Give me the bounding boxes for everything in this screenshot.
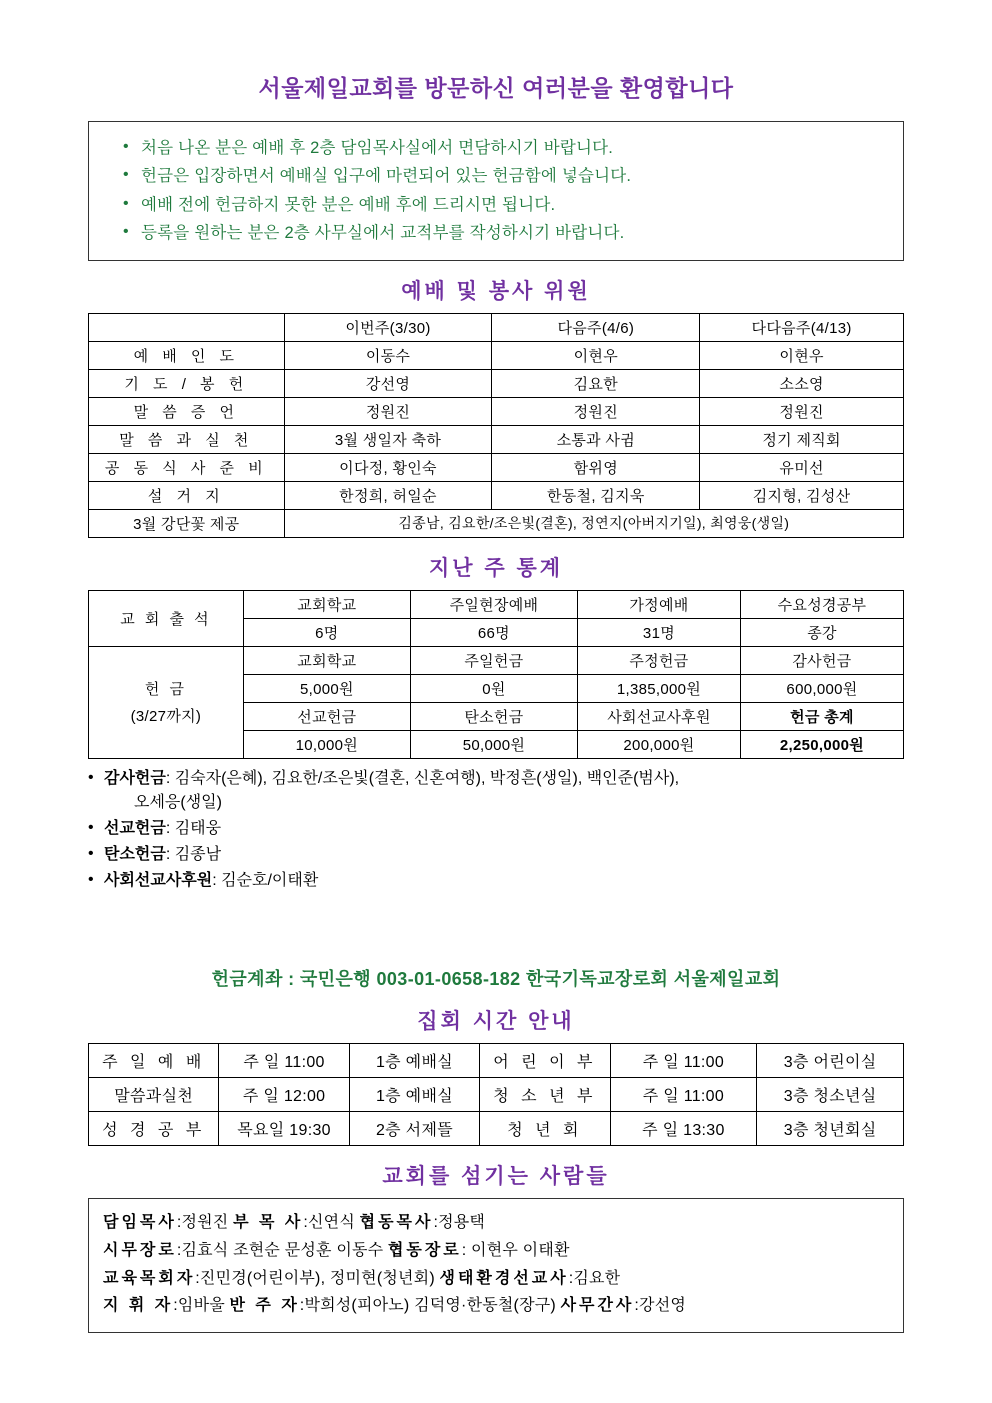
duty-table xyxy=(88,313,904,538)
offering-total-header: 헌금 총계 xyxy=(740,702,903,730)
staff-names: :진민경(어린이부), 정미현(청년회) xyxy=(195,1269,440,1287)
schedule-cell: 청 년 회 xyxy=(480,1112,610,1146)
schedule-section-title: 집회 시간 안내 xyxy=(417,1010,575,1034)
schedule-cell: 주 일 11:00 xyxy=(610,1044,757,1078)
list-item xyxy=(88,817,904,842)
duty-cell: 김지형, 김성산 xyxy=(700,481,904,509)
attendance-label: 교 회 출 석 xyxy=(89,590,244,646)
duty-cell: 유미선 xyxy=(700,453,904,481)
table-row xyxy=(89,1044,904,1078)
schedule-cell: 3층 어린이실 xyxy=(757,1044,904,1078)
duty-row-label: 공 동 식 사 준 비 xyxy=(89,453,285,481)
list-item xyxy=(88,843,904,868)
list-item: • 등록을 원하는 분은 2층 사무실에서 교적부를 작성하시기 바랍니다. xyxy=(119,219,893,247)
staff-role: 부 목 사 xyxy=(233,1214,304,1232)
duty-cell: 이동수 xyxy=(284,341,492,369)
staff-box xyxy=(88,1198,904,1332)
attendance-value: 66명 xyxy=(410,618,577,646)
table-row xyxy=(89,590,904,618)
table-row xyxy=(89,481,904,509)
stats-table xyxy=(88,590,904,759)
staff-line xyxy=(103,1265,889,1293)
duty-row-label: 설 거 지 xyxy=(89,481,285,509)
attendance-value: 6명 xyxy=(243,618,410,646)
schedule-cell: 주 일 예 배 xyxy=(89,1044,219,1078)
duty-cell: 한정희, 허일순 xyxy=(284,481,492,509)
duty-cell: 이다정, 황인숙 xyxy=(284,453,492,481)
offering-detail-value: 김순호/이태환 xyxy=(221,871,319,889)
offering-header: 사회선교사후원 xyxy=(577,702,740,730)
staff-role: 협동목사 xyxy=(359,1214,434,1232)
duty-cell: 이현우 xyxy=(492,341,700,369)
duty-cell: 정원진 xyxy=(700,397,904,425)
staff-role: 지 휘 자 xyxy=(103,1297,174,1315)
welcome-title: 서울제일교회를 방문하신 여러분을 환영합니다 xyxy=(258,75,734,101)
table-row xyxy=(89,313,904,341)
offering-header: 주일헌금 xyxy=(410,646,577,674)
offering-header: 선교헌금 xyxy=(243,702,410,730)
duty-row-label: 말 씀 증 언 xyxy=(89,397,285,425)
duty-header-week1: 이번주(3/30) xyxy=(284,313,492,341)
offering-header: 탄소헌금 xyxy=(410,702,577,730)
staff-names: :김효식 조현순 문성훈 이동수 xyxy=(176,1242,388,1259)
duty-row-label: 말 씀 과 실 천 xyxy=(89,425,285,453)
table-row xyxy=(89,453,904,481)
offering-detail-key: 감사헌금 xyxy=(104,769,166,787)
schedule-cell: 성 경 공 부 xyxy=(89,1112,219,1146)
staff-role: 협동장로 xyxy=(387,1242,462,1259)
staff-names: : 이현우 이태환 xyxy=(461,1242,570,1259)
duty-cell: 한동철, 김지욱 xyxy=(492,481,700,509)
schedule-cell: 주 일 12:00 xyxy=(219,1078,349,1112)
duty-cell: 김요한 xyxy=(492,369,700,397)
staff-names: :정용택 xyxy=(433,1214,486,1232)
attendance-value: 31명 xyxy=(577,618,740,646)
duty-row-label: 예 배 인 도 xyxy=(89,341,285,369)
offering-detail-key: 사회선교사후원 xyxy=(104,871,213,889)
attendance-header: 교회학교 xyxy=(243,590,410,618)
offering-total-value: 2,250,000원 xyxy=(740,730,903,758)
staff-names: :임바울 xyxy=(173,1297,230,1315)
offering-detail-key: 선교헌금 xyxy=(104,820,166,838)
attendance-value: 종강 xyxy=(740,618,903,646)
duty-cell: 소통과 사귐 xyxy=(492,425,700,453)
table-row xyxy=(89,425,904,453)
duty-cell: 함위영 xyxy=(492,453,700,481)
table-row xyxy=(89,646,904,674)
list-item xyxy=(88,869,904,894)
offering-label-sub: (3/27까지) xyxy=(130,708,202,725)
attendance-header: 수요성경공부 xyxy=(740,590,903,618)
duty-section-title: 예배 및 봉사 위원 xyxy=(401,279,591,303)
schedule-cell: 1층 예배실 xyxy=(349,1078,479,1112)
notice-list xyxy=(119,134,893,248)
schedule-cell: 주 일 11:00 xyxy=(219,1044,349,1078)
duty-header-week2: 다음주(4/6) xyxy=(492,313,700,341)
schedule-cell: 어 린 이 부 xyxy=(480,1044,610,1078)
flower-label: 3월 강단꽃 제공 xyxy=(89,509,285,537)
schedule-cell: 2층 서제뜰 xyxy=(349,1112,479,1146)
staff-names: :강선영 xyxy=(634,1297,687,1315)
attendance-header: 가정예배 xyxy=(577,590,740,618)
staff-names: :정원진 xyxy=(176,1214,234,1232)
offering-detail-sep: : xyxy=(165,769,175,787)
flower-value: 김종남, 김요한/조은빛(결혼), 정연지(아버지기일), 최영웅(생일) xyxy=(284,509,903,537)
offering-value: 10,000원 xyxy=(243,730,410,758)
offering-detail-value: 김종남 xyxy=(174,845,222,863)
schedule-cell: 1층 예배실 xyxy=(349,1044,479,1078)
list-item: • 처음 나온 분은 예배 후 2층 담임목사실에서 면담하시기 바랍니다. xyxy=(119,134,893,162)
table-row xyxy=(89,369,904,397)
stats-section-title: 지난 주 통계 xyxy=(428,556,564,580)
offering-detail-sep: : xyxy=(212,871,222,889)
offering-detail-sep: : xyxy=(165,845,175,863)
offering-value: 50,000원 xyxy=(410,730,577,758)
attendance-header: 주일현장예배 xyxy=(410,590,577,618)
duty-header-blank xyxy=(89,313,285,341)
duty-cell: 정기 제직회 xyxy=(700,425,904,453)
staff-role: 교육목회자 xyxy=(103,1269,196,1287)
duty-cell: 3월 생일자 축하 xyxy=(284,425,492,453)
offering-header: 감사헌금 xyxy=(740,646,903,674)
schedule-cell: 말씀과실천 xyxy=(89,1078,219,1112)
offering-value: 0원 xyxy=(410,674,577,702)
duty-cell: 정원진 xyxy=(492,397,700,425)
staff-names: :김요한 xyxy=(568,1269,621,1287)
staff-role: 생태환경선교사 xyxy=(439,1269,569,1287)
table-row xyxy=(89,341,904,369)
offering-value: 1,385,000원 xyxy=(577,674,740,702)
offering-value: 5,000원 xyxy=(243,674,410,702)
offering-detail-cont: 오세응(생일) xyxy=(134,794,222,812)
offering-header: 교회학교 xyxy=(243,646,410,674)
staff-section-title: 교회를 섬기는 사람들 xyxy=(382,1165,610,1189)
staff-line xyxy=(103,1237,889,1265)
offering-label-main: 헌 금 xyxy=(144,681,187,698)
staff-role: 반 주 자 xyxy=(229,1297,300,1315)
staff-line xyxy=(103,1292,889,1320)
list-item xyxy=(88,767,904,817)
duty-cell: 정원진 xyxy=(284,397,492,425)
table-row xyxy=(89,1112,904,1146)
duty-header-week3: 다다음주(4/13) xyxy=(700,313,904,341)
schedule-cell: 목요일 19:30 xyxy=(219,1112,349,1146)
schedule-cell: 3층 청소년실 xyxy=(757,1078,904,1112)
staff-role: 담임목사 xyxy=(103,1214,177,1232)
schedule-cell: 청 소 년 부 xyxy=(480,1078,610,1112)
staff-names: :박희성(피아노) 김덕영·한동철(장구) xyxy=(299,1297,561,1315)
offering-value: 600,000원 xyxy=(740,674,903,702)
duty-row-label: 기 도 / 봉 헌 xyxy=(89,369,285,397)
schedule-cell: 3층 청년회실 xyxy=(757,1112,904,1146)
duty-cell: 소소영 xyxy=(700,369,904,397)
notice-box xyxy=(88,121,904,261)
duty-cell: 이현우 xyxy=(700,341,904,369)
account-line: 헌금계좌 : 국민은행 003-01-0658-182 한국기독교장로회 서울제일교회 xyxy=(211,969,781,990)
staff-line xyxy=(103,1209,889,1237)
schedule-table xyxy=(88,1043,904,1146)
table-row xyxy=(89,397,904,425)
table-row xyxy=(89,509,904,537)
list-item: • 예배 전에 헌금하지 못한 분은 예배 후에 드리시면 됩니다. xyxy=(119,191,893,219)
list-item: • 헌금은 입장하면서 예배실 입구에 마련되어 있는 헌금함에 넣습니다. xyxy=(119,162,893,190)
staff-names: :신연식 xyxy=(303,1214,360,1232)
offering-detail-value: 김태웅 xyxy=(174,820,222,838)
staff-role: 사무간사 xyxy=(560,1297,635,1315)
schedule-cell: 주 일 11:00 xyxy=(610,1078,757,1112)
offering-detail-sep: : xyxy=(165,820,175,838)
staff-role: 시무장로 xyxy=(103,1242,177,1259)
offering-detail-list xyxy=(88,767,904,894)
offering-detail-value: 김숙자(은혜), 김요한/조은빛(결혼, 신혼여행), 박정흔(생일), 백인준(범사), xyxy=(174,769,680,787)
duty-cell: 강선영 xyxy=(284,369,492,397)
offering-value: 200,000원 xyxy=(577,730,740,758)
offering-header: 주정헌금 xyxy=(577,646,740,674)
schedule-cell: 주 일 13:30 xyxy=(610,1112,757,1146)
offering-label xyxy=(89,646,244,758)
offering-detail-key: 탄소헌금 xyxy=(104,845,166,863)
table-row xyxy=(89,1078,904,1112)
